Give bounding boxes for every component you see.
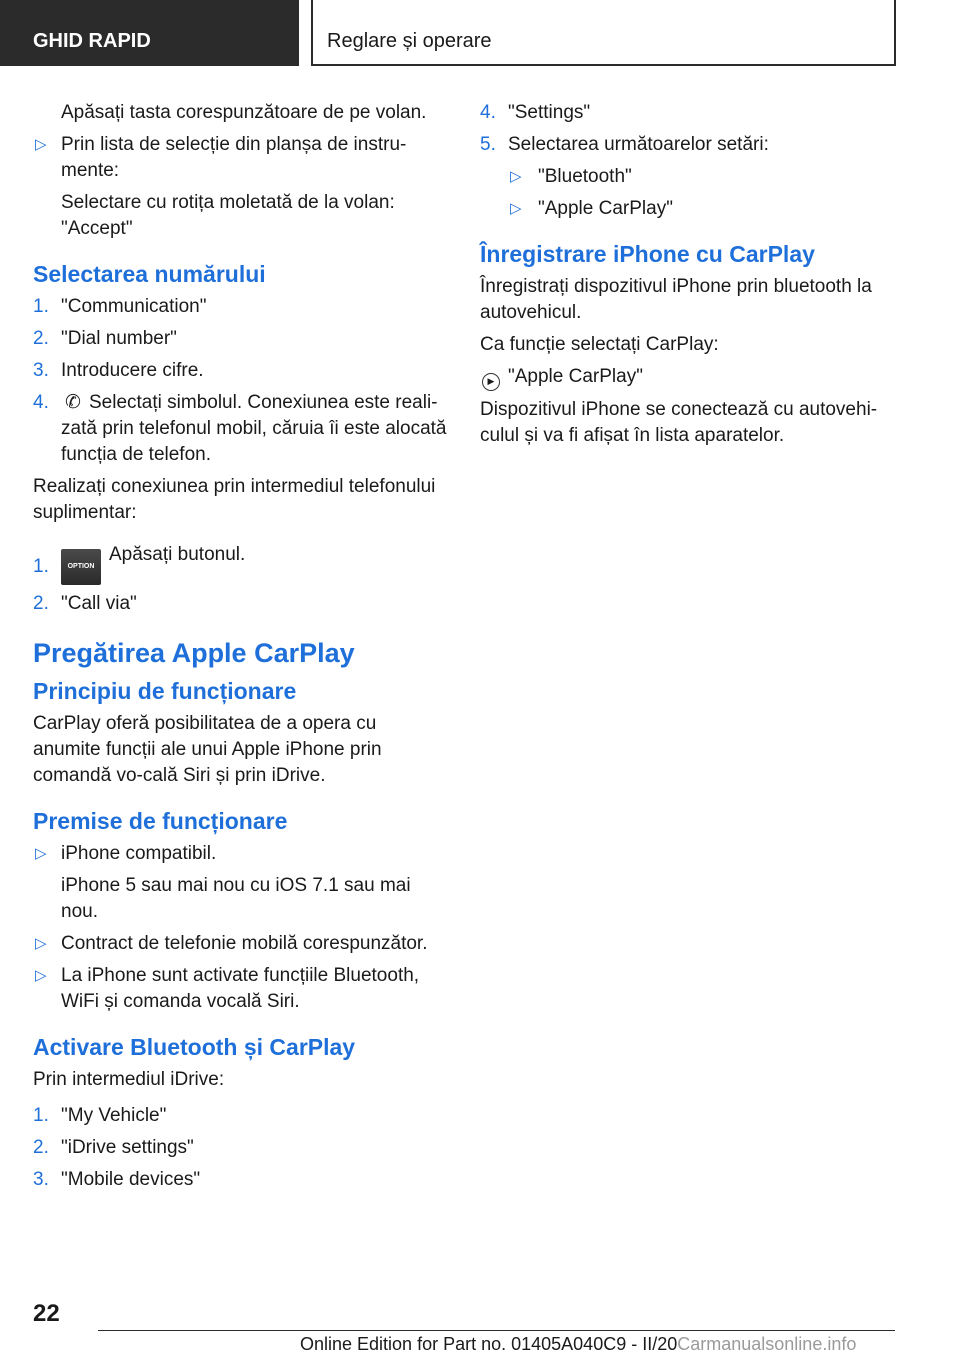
footer-edition: Online Edition for Part no. 01405A040C9 - II/20Carmanualsonline.info [300, 1334, 857, 1354]
list-item: 1. OPTIONApăsați butonul. [33, 542, 448, 585]
footer-divider [98, 1330, 895, 1331]
option-button-icon: OPTION [61, 549, 101, 585]
watermark: Carmanualsonline.info [677, 1334, 857, 1354]
triangle-right-icon: ▷ [510, 168, 522, 185]
paragraph: Dispozitivul iPhone se conectează cu autovehi-culul și va fi afișat în lista aparatelor. [480, 399, 878, 446]
sub-bullet-item: ▷ "Bluetooth" [480, 164, 900, 190]
left-column [33, 100, 448, 1199]
heading-register-iphone: Înregistrare iPhone cu CarPlay [480, 241, 815, 267]
paragraph: Apăsați tasta corespunzătoare de pe volan. [61, 102, 427, 123]
heading-principle: Principiu de funcționare [33, 678, 297, 704]
play-circle-icon: ▶ [482, 373, 500, 391]
page-header [0, 0, 960, 66]
paragraph: Prin intermediul iDrive: [33, 1069, 225, 1090]
paragraph: Ca funcție selectați CarPlay: [480, 334, 719, 355]
list-item: 4. "Settings" [480, 102, 591, 123]
triangle-right-icon: ▷ [35, 967, 47, 984]
triangle-right-icon: ▷ [35, 935, 47, 952]
bullet-item: ▷ Prin lista de selecție din planșa de instru-mente: [35, 134, 407, 181]
list-item: 2. "iDrive settings" [33, 1137, 194, 1158]
heading-activate-bluetooth: Activare Bluetooth și CarPlay [33, 1034, 356, 1060]
list-item: 5. Selectarea următoarelor setări: [480, 134, 769, 155]
paragraph: CarPlay oferă posibilitatea de a opera cu anumite funcții ale unui Apple iPhone prin comandă vo-cală Siri și prin iDrive. [33, 713, 382, 786]
paragraph: Selectare cu rotița moletată de la volan: "Accept" [61, 192, 395, 239]
section-tab-quick-guide: GHID RAPID [0, 0, 299, 66]
page-number: 22 [33, 1300, 60, 1327]
sub-bullet-item: ▷ "Apple CarPlay" [480, 196, 900, 222]
heading-select-number: Selectarea numărului [33, 261, 266, 287]
phone-handset-icon: ✆ [65, 392, 81, 413]
triangle-right-icon: ▷ [35, 845, 47, 862]
list-item: 3. Introducere cifre. [33, 360, 204, 381]
paragraph: Înregistrați dispozitivul iPhone prin bluetooth la autovehicul. [480, 276, 872, 323]
triangle-right-icon: ▷ [510, 200, 522, 217]
list-item: 2. "Dial number" [33, 328, 177, 349]
right-column [480, 100, 900, 455]
bullet-item: ▷ Contract de telefonie mobilă corespunzător. [33, 931, 448, 957]
section-tab-settings: Reglare și operare [311, 0, 896, 66]
paragraph: ▶ "Apple CarPlay" [480, 364, 900, 391]
paragraph: iPhone 5 sau mai nou cu iOS 7.1 sau mai nou. [61, 875, 411, 922]
list-item: 3. "Mobile devices" [33, 1169, 201, 1190]
list-item: 2. "Call via" [33, 593, 137, 614]
list-item: 1. "Communication" [33, 296, 207, 317]
list-item: 1. "My Vehicle" [33, 1105, 167, 1126]
paragraph: Realizați conexiunea prin intermediul telefonului suplimentar: [33, 476, 436, 523]
triangle-right-icon: ▷ [35, 136, 47, 153]
heading-prerequisites: Premise de funcționare [33, 808, 288, 834]
bullet-item: ▷ La iPhone sunt activate funcțiile Bluetooth, WiFi și comanda vocală Siri. [35, 965, 420, 1012]
list-item: 4. ✆ Selectați simbolul. Conexiunea este reali-zată prin telefonul mobil, căruia îi este alocată funcția de telefon. [33, 392, 447, 465]
bullet-item: ▷ iPhone compatibil. [33, 841, 448, 867]
heading-prepare-carplay: Pregătirea Apple CarPlay [33, 638, 355, 668]
